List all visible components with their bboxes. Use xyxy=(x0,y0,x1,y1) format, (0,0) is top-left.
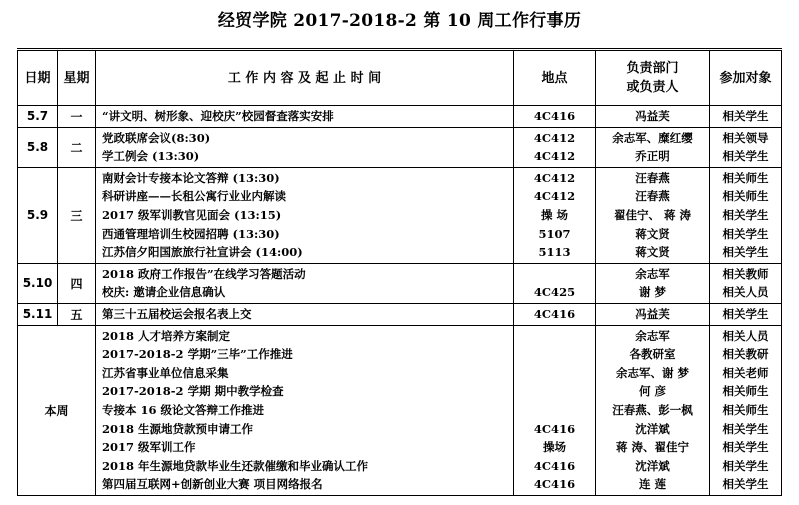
date-cell: 本周 xyxy=(18,325,96,495)
weekday-cell: 二 xyxy=(58,127,96,167)
responsible-cell xyxy=(596,325,710,495)
table-header-row xyxy=(18,50,782,106)
responsible-line: 冯益芙 xyxy=(635,109,670,123)
participants-line: 相关学生 xyxy=(722,109,769,123)
location-line: 4C412 xyxy=(533,149,576,164)
content-line: 2018 人才培养方案制定 xyxy=(102,328,231,343)
participants-line: 相关教师 xyxy=(722,266,769,281)
content-line: 校庆: 邀请企业信息确认 xyxy=(102,285,226,300)
participants-line: 相关学生 xyxy=(722,421,769,436)
content-cell xyxy=(96,127,514,167)
content-line: 江苏信夕阳国旅旅行社宣讲会 (14:00) xyxy=(102,245,303,260)
participants-line: 相关学生 xyxy=(722,226,769,241)
responsible-cell xyxy=(596,106,710,128)
content-line: 2017-2018-2 学期”三毕”工作推进 xyxy=(102,347,293,362)
location-line: 4C416 xyxy=(533,109,576,123)
responsible-line: 余志军、糜红缨 xyxy=(612,130,693,145)
content-line: 党政联席会议(8:30) xyxy=(102,130,211,145)
content-line: 西通管理培训生校园招聘 (13:30) xyxy=(102,226,280,241)
location-line: 4C412 xyxy=(533,189,576,204)
location-line: 4C412 xyxy=(533,130,576,145)
location-line: 操场 xyxy=(543,440,566,455)
responsible-line: 蒋文贤 xyxy=(635,245,670,260)
table-row xyxy=(18,167,782,263)
participants-cell xyxy=(710,127,782,167)
responsible-line: 余志军 xyxy=(635,266,670,281)
responsible-cell xyxy=(596,303,710,325)
location-cell xyxy=(514,127,596,167)
content-line: 学工例会 (13:30) xyxy=(102,149,200,164)
responsible-line: 汪春燕、彭一枫 xyxy=(612,402,693,417)
participants-line: 相关师生 xyxy=(722,384,769,399)
participants-cell xyxy=(710,303,782,325)
content-line: 2018 政府工作报告”在线学习答题活动 xyxy=(102,266,306,281)
weekday-cell: 一 xyxy=(58,106,96,128)
content-line: 2018 生源地贷款预申请工作 xyxy=(102,421,254,436)
header-location: 地点 xyxy=(514,50,596,106)
location-line: 操 场 xyxy=(540,207,568,222)
location-line: 4C425 xyxy=(533,285,576,300)
header-date: 日期 xyxy=(18,50,58,106)
content-line: 江苏省事业单位信息采集 xyxy=(102,365,229,380)
content-line: 2017 级军训工作 xyxy=(102,440,196,455)
content-line: 2018 年生源地贷款毕业生还款催缴和毕业确认工作 xyxy=(102,458,369,473)
date-cell: 5.10 xyxy=(18,263,58,303)
participants-line: 相关师生 xyxy=(722,402,769,417)
participants-line: 相关学生 xyxy=(722,149,769,164)
table-row xyxy=(18,127,782,167)
location-line xyxy=(514,327,595,346)
content-cell xyxy=(96,325,514,495)
content-line: 第三十五届校运会报名表上交 xyxy=(102,306,252,321)
date-cell: 5.9 xyxy=(18,167,58,263)
location-line xyxy=(514,401,595,420)
location-line: 4C412 xyxy=(533,170,576,185)
participants-line: 相关学生 xyxy=(722,440,769,455)
content-cell xyxy=(96,106,514,128)
participants-line: 相关学生 xyxy=(722,306,769,321)
table-row xyxy=(18,303,782,325)
header-responsible-line1: 负责部门 xyxy=(626,61,679,76)
participants-line: 相关学生 xyxy=(722,207,769,222)
location-line xyxy=(514,345,595,364)
table-row xyxy=(18,325,782,495)
date-cell: 5.7 xyxy=(18,106,58,128)
responsible-line: 翟佳宁、 蒋 涛 xyxy=(613,207,691,222)
participants-line: 相关学生 xyxy=(722,477,769,492)
weekday-cell: 三 xyxy=(58,167,96,263)
responsible-line: 乔正明 xyxy=(635,149,670,164)
weekday-cell: 四 xyxy=(58,263,96,303)
location-line: 4C416 xyxy=(533,477,576,492)
date-cell: 5.8 xyxy=(18,127,58,167)
schedule-table xyxy=(17,48,782,496)
responsible-cell xyxy=(596,127,710,167)
location-cell xyxy=(514,106,596,128)
content-line: 2017 级军训教官见面会 (13:15) xyxy=(102,207,282,222)
header-weekday: 星期 xyxy=(58,50,96,106)
location-line: 5107 xyxy=(538,226,571,241)
responsible-line: 各教研室 xyxy=(629,347,676,362)
content-line: 2017-2018-2 学期 期中教学检查 xyxy=(102,384,284,399)
participants-line: 相关人员 xyxy=(722,285,769,300)
content-line: 第四届互联网+创新创业大赛 项目网络报名 xyxy=(102,477,323,492)
content-line: 南财会计专接本论文答辩 (13:30) xyxy=(102,170,280,185)
content-line: 专接本 16 级论文答辩工作推进 xyxy=(102,402,265,417)
responsible-line: 谢 梦 xyxy=(638,285,666,300)
location-cell xyxy=(514,263,596,303)
table-row xyxy=(18,106,782,128)
location-cell xyxy=(514,325,596,495)
content-line: “讲文明、树形象、迎校庆”校园督查落实安排 xyxy=(102,109,334,123)
content-cell xyxy=(96,303,514,325)
content-cell xyxy=(96,167,514,263)
responsible-line: 蒋文贤 xyxy=(635,226,670,241)
participants-line: 相关教研 xyxy=(722,347,769,362)
location-cell xyxy=(514,167,596,263)
responsible-line: 何 彦 xyxy=(638,384,666,399)
header-responsible xyxy=(596,50,710,106)
participants-cell xyxy=(710,106,782,128)
responsible-line: 蒋 涛、翟佳宁 xyxy=(615,440,689,455)
responsible-line: 连 莲 xyxy=(638,477,666,492)
weekday-cell: 五 xyxy=(58,303,96,325)
location-line xyxy=(514,265,595,284)
location-line xyxy=(514,364,595,383)
location-cell xyxy=(514,303,596,325)
location-line: 5113 xyxy=(538,245,571,260)
responsible-line: 冯益芙 xyxy=(635,306,670,321)
responsible-line: 沈洋斌 xyxy=(635,458,670,473)
participants-line: 相关人员 xyxy=(722,328,769,343)
date-cell: 5.11 xyxy=(18,303,58,325)
participants-cell xyxy=(710,325,782,495)
participants-line: 相关学生 xyxy=(722,458,769,473)
participants-line: 相关老师 xyxy=(722,365,769,380)
responsible-line: 汪春燕 xyxy=(635,189,670,204)
content-line: 科研讲座——长租公寓行业业内解读 xyxy=(102,189,286,204)
table-row xyxy=(18,263,782,303)
location-line: 4C416 xyxy=(533,458,576,473)
participants-line: 相关领导 xyxy=(722,130,769,145)
participants-line: 相关学生 xyxy=(722,245,769,260)
participants-cell xyxy=(710,167,782,263)
responsible-line: 沈洋斌 xyxy=(635,421,670,436)
page-title: 经贸学院 2017-2018-2 第 10 周工作行事历 xyxy=(217,11,582,31)
header-participants: 参加对象 xyxy=(710,50,782,106)
header-responsible-line2: 或负责人 xyxy=(626,80,679,95)
header-content: 工 作 内 容 及 起 止 时 间 xyxy=(96,50,514,106)
responsible-cell xyxy=(596,263,710,303)
location-line: 4C416 xyxy=(533,306,576,321)
participants-line: 相关师生 xyxy=(722,189,769,204)
participants-cell xyxy=(710,263,782,303)
location-line xyxy=(514,382,595,401)
responsible-line: 余志军 xyxy=(635,328,670,343)
content-cell xyxy=(96,263,514,303)
schedule-body xyxy=(18,106,782,496)
responsible-line: 汪春燕 xyxy=(635,170,670,185)
responsible-line: 余志军、谢 梦 xyxy=(615,365,689,380)
location-line: 4C416 xyxy=(533,421,576,436)
participants-line: 相关师生 xyxy=(722,170,769,185)
responsible-cell xyxy=(596,167,710,263)
